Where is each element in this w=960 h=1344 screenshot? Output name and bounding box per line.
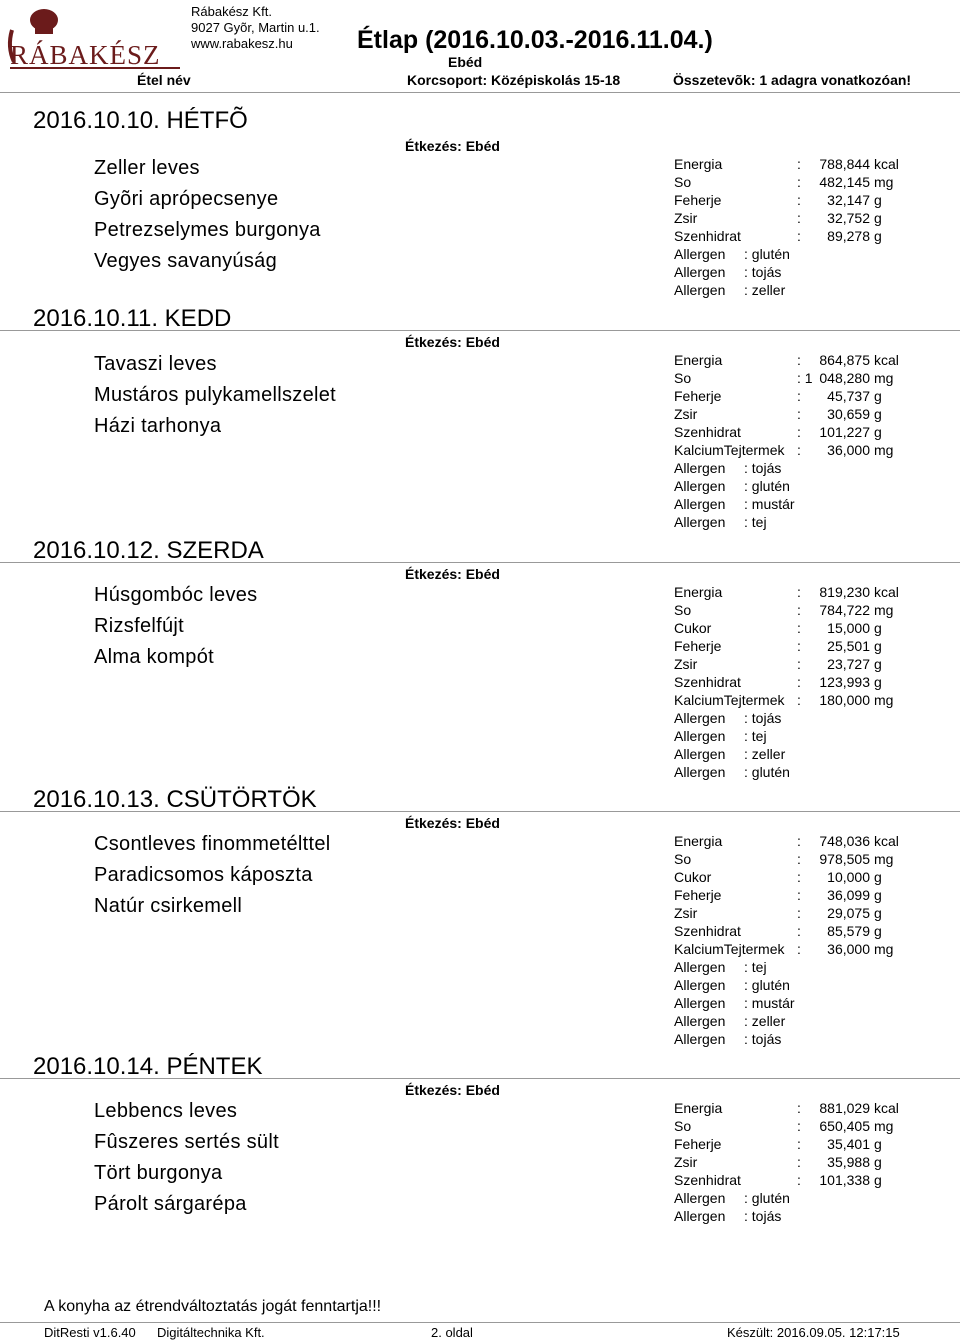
dish-item: Zeller leves [94, 157, 200, 179]
dish-item: Csontleves finommetélttel [94, 833, 331, 855]
company-info [191, 4, 320, 52]
nutrition-block [674, 1099, 900, 1225]
vendor-name: Digitáltechnika Kft. [157, 1325, 265, 1340]
nutrition-block [674, 583, 900, 781]
meal-label: Étkezés: Ebéd [405, 334, 500, 350]
nutrition-block [674, 832, 900, 1048]
dish-item: Gyõri aprópecsenye [94, 188, 279, 210]
allergen-row: Allergen : zeller [674, 282, 786, 298]
dish-list [94, 580, 257, 673]
dish-item: Vegyes savanyúság [94, 250, 278, 272]
nutrient-row: Energia : 881,029 kcal [674, 1100, 899, 1116]
meal-label: Étkezés: Ebéd [405, 138, 500, 154]
allergen-row: Allergen : tej [674, 514, 767, 530]
dish-list [94, 349, 336, 442]
nutrition-block [674, 351, 900, 531]
day-title: 2016.10.12. SZERDA [33, 537, 264, 564]
nutrient-row: Szenhidrat : 101,338 g [674, 1172, 882, 1188]
column-age-group: Korcsoport: Középiskolás 15-18 [407, 72, 621, 88]
dish-item: Paradicsomos káposzta [94, 864, 313, 886]
day-title: 2016.10.14. PÉNTEK [33, 1053, 263, 1080]
allergen-row: Allergen : glutén [674, 764, 790, 780]
software-version: DitResti v1.6.40 [44, 1325, 136, 1340]
dish-item: Petrezselymes burgonya [94, 219, 321, 241]
footer-divider [0, 1322, 960, 1323]
allergen-row: Allergen : mustár [674, 496, 795, 512]
nutrient-row: Feherje : 25,501 g [674, 638, 882, 654]
dish-item: Tavaszi leves [94, 353, 217, 375]
dish-item: Lebbencs leves [94, 1100, 238, 1122]
nutrient-row: Energia : 788,844 kcal [674, 156, 899, 172]
nutrient-row: Feherje : 45,737 g [674, 388, 882, 404]
allergen-row: Allergen : glutén [674, 246, 790, 262]
page-title: Étlap (2016.10.03.-2016.11.04.) [357, 26, 713, 54]
nutrient-row: So : 1 048,280 mg [674, 370, 894, 386]
nutrient-row: So : 482,145 mg [674, 174, 894, 190]
dish-item: Alma kompót [94, 646, 215, 668]
dish-item: Házi tarhonya [94, 415, 222, 437]
dish-list [94, 829, 330, 922]
allergen-row: Allergen : glutén [674, 977, 790, 993]
dish-item: Rizsfelfújt [94, 615, 184, 637]
nutrient-row: Cukor : 10,000 g [674, 869, 882, 885]
allergen-row: Allergen : glutén [674, 1190, 790, 1206]
dish-item: Húsgombóc leves [94, 584, 258, 606]
nutrient-row: Energia : 864,875 kcal [674, 352, 899, 368]
nutrient-row: So : 650,405 mg [674, 1118, 894, 1134]
allergen-row: Allergen : tej [674, 959, 767, 975]
nutrient-row: Zsir : 35,988 g [674, 1154, 882, 1170]
allergen-row: Allergen : tojás [674, 710, 782, 726]
nutrient-row: So : 978,505 mg [674, 851, 894, 867]
company-name: Rábakész Kft. [191, 4, 272, 19]
allergen-row: Allergen : tojás [674, 1031, 782, 1047]
dish-item: Mustáros pulykamellszelet [94, 384, 337, 406]
header-divider [0, 92, 960, 93]
nutrient-row: Feherje : 35,401 g [674, 1136, 882, 1152]
nutrient-row: Cukor : 15,000 g [674, 620, 882, 636]
nutrient-row: Zsir : 23,727 g [674, 656, 882, 672]
company-logo [2, 2, 182, 72]
dish-item: Fûszeres sertés sült [94, 1131, 279, 1153]
meal-label: Étkezés: Ebéd [405, 566, 500, 582]
company-address: 9027 Gyõr, Martin u.1. [191, 20, 320, 35]
dish-item: Natúr csirkemell [94, 895, 243, 917]
nutrient-row: So : 784,722 mg [674, 602, 894, 618]
dish-list [94, 1096, 279, 1220]
nutrient-row: Feherje : 32,147 g [674, 192, 882, 208]
dish-item: Párolt sárgarépa [94, 1193, 247, 1215]
allergen-row: Allergen : mustár [674, 995, 795, 1011]
nutrient-row: Szenhidrat : 85,579 g [674, 923, 882, 939]
day-title: 2016.10.10. HÉTFÕ [33, 107, 248, 134]
meal-label: Étkezés: Ebéd [405, 815, 500, 831]
column-ingredients: Összetevõk: 1 adagra vonatkozóan! [673, 72, 912, 88]
allergen-row: Allergen : tej [674, 728, 767, 744]
allergen-row: Allergen : zeller [674, 746, 786, 762]
page-number: 2. oldal [431, 1325, 473, 1340]
nutrient-row: KalciumTejtermek : 180,000 mg [674, 692, 894, 708]
allergen-row: Allergen : tojás [674, 264, 782, 280]
column-food-name: Étel név [137, 72, 191, 88]
allergen-row: Allergen : zeller [674, 1013, 786, 1029]
nutrient-row: Energia : 748,036 kcal [674, 833, 899, 849]
logo-text: RÁBAKÉSZ [10, 40, 161, 70]
nutrient-row: Zsir : 32,752 g [674, 210, 882, 226]
nutrient-row: Feherje : 36,099 g [674, 887, 882, 903]
nutrient-row: Energia : 819,230 kcal [674, 584, 899, 600]
allergen-row: Allergen : tojás [674, 1208, 782, 1224]
nutrient-row: Szenhidrat : 123,993 g [674, 674, 882, 690]
created-timestamp: Készült: 2016.09.05. 12:17:15 [727, 1325, 900, 1340]
nutrient-row: Zsir : 30,659 g [674, 406, 882, 422]
nutrient-row: Szenhidrat : 101,227 g [674, 424, 882, 440]
nutrient-row: Szenhidrat : 89,278 g [674, 228, 882, 244]
nutrition-block [674, 155, 900, 299]
day-title: 2016.10.13. CSÜTÖRTÖK [33, 786, 317, 813]
nutrient-row: KalciumTejtermek : 36,000 mg [674, 941, 894, 957]
meal-label: Étkezés: Ebéd [405, 1082, 500, 1098]
nutrient-row: KalciumTejtermek : 36,000 mg [674, 442, 894, 458]
kitchen-notice: A konyha az étrendváltoztatás jogát fenntartja!!! [44, 1298, 382, 1315]
allergen-row: Allergen : glutén [674, 478, 790, 494]
dish-item: Tört burgonya [94, 1162, 223, 1184]
allergen-row: Allergen : tojás [674, 460, 782, 476]
company-website[interactable]: www.rabakesz.hu [191, 36, 293, 51]
nutrient-row: Zsir : 29,075 g [674, 905, 882, 921]
meal-type: Ebéd [448, 54, 483, 70]
dish-list [94, 153, 321, 277]
day-title: 2016.10.11. KEDD [33, 305, 232, 332]
